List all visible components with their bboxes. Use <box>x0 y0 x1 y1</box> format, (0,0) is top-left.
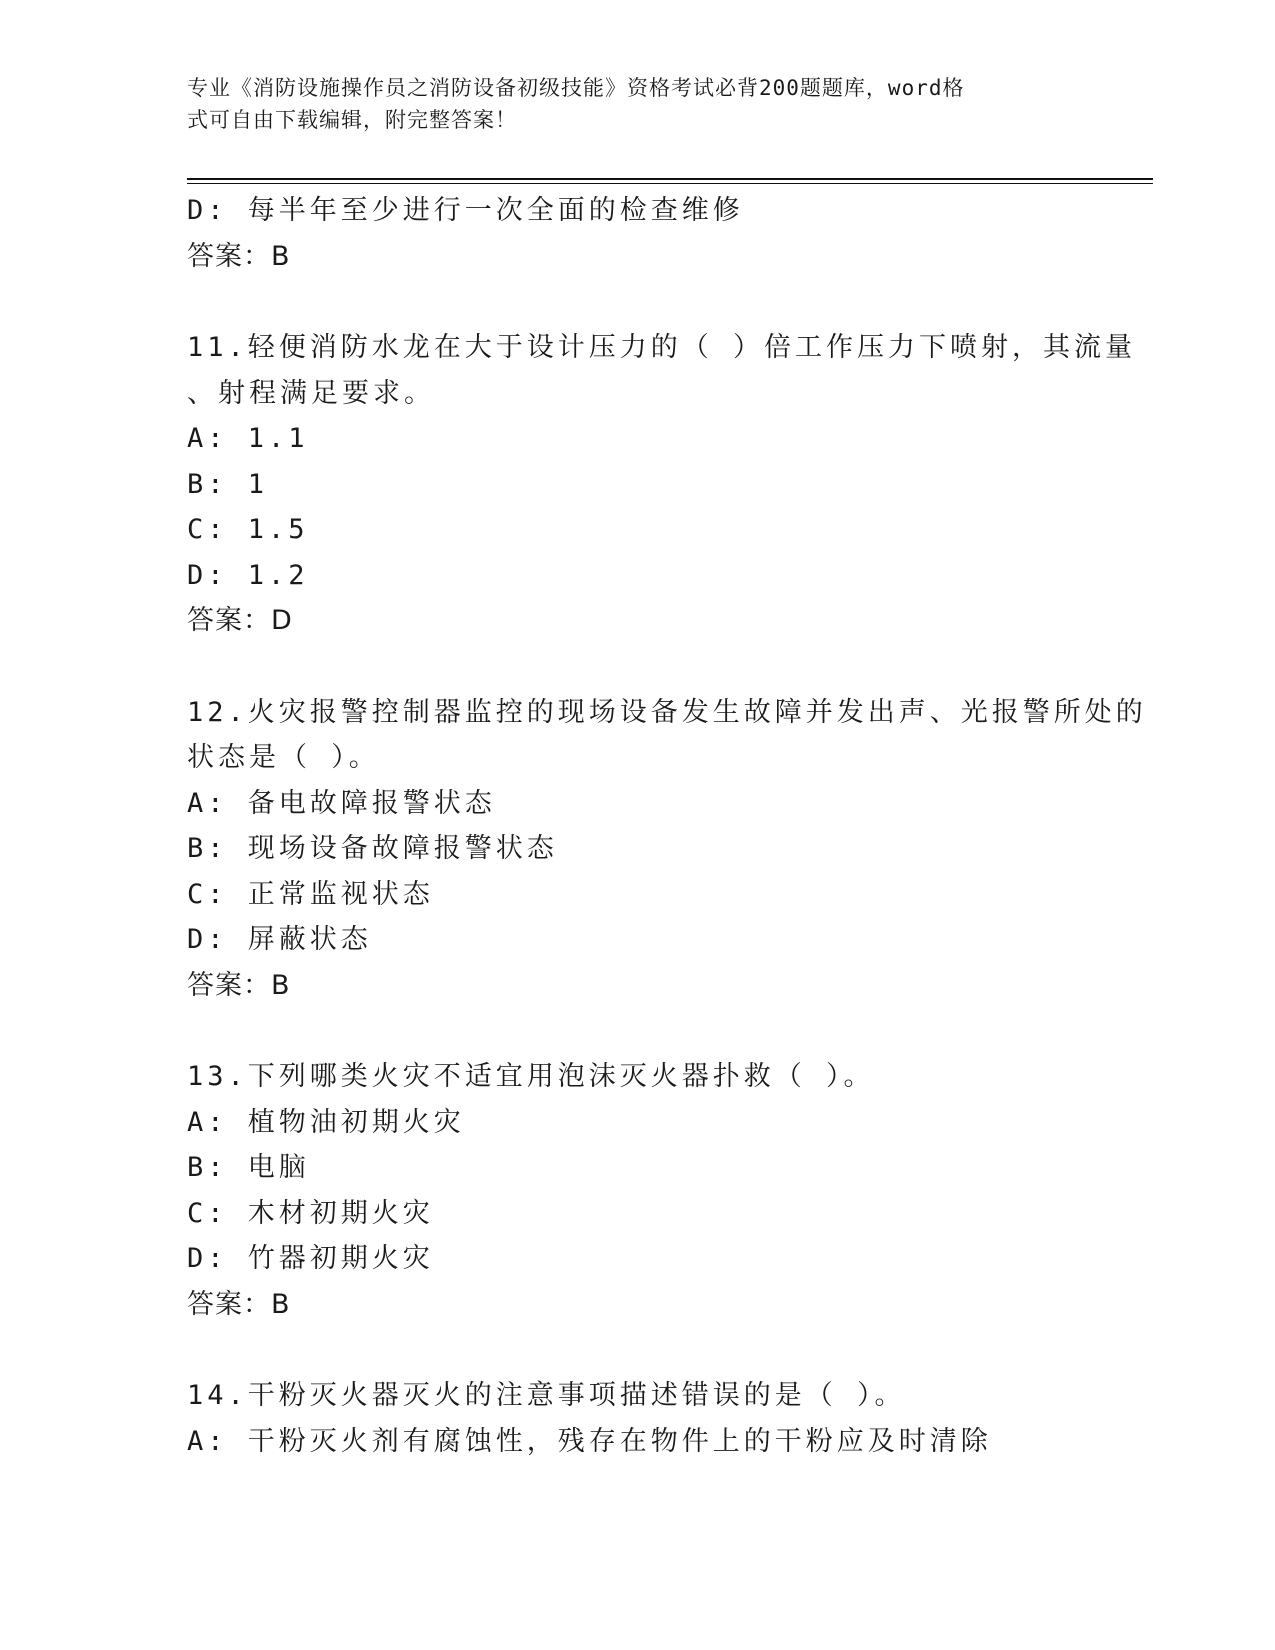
option-d: D: 1.2 <box>187 559 309 591</box>
header-line-2: 式可自由下载编辑，附完整答案！ <box>187 108 517 132</box>
answer: 答案：B <box>187 240 291 272</box>
question-stem: 11.轻便消防水龙在大于设计压力的（ ）倍工作压力下喷射，其流量 <box>187 332 1137 363</box>
option-a: A: 1.1 <box>187 423 309 454</box>
header-rule-thin <box>187 183 1153 184</box>
answer: 答案：B <box>187 1288 291 1320</box>
question-stem: 12.火灾报警控制器监控的现场设备发生故障并发出声、光报警所处的 <box>187 696 1147 728</box>
question-list <box>187 188 1147 1464</box>
option-b: B: 电脑 <box>187 1152 310 1183</box>
option-c: C: 正常监视状态 <box>187 878 434 910</box>
answer: 答案：D <box>187 605 293 636</box>
question-14 <box>187 1373 1087 1464</box>
option-c: C: 1.5 <box>187 514 309 545</box>
header-line-1: 专业《消防设施操作员之消防设备初级技能》资格考试必背200题题库，word格 <box>187 76 965 100</box>
option-b: B: 现场设备故障报警状态 <box>187 833 558 864</box>
option-c: C: 木材初期火灾 <box>187 1197 434 1229</box>
question-stem: 13.下列哪类火灾不适宜用泡沫灭火器扑救（ ）。 <box>187 1061 875 1092</box>
question-11 <box>187 325 1137 644</box>
option-d: D: 竹器初期火灾 <box>187 1243 434 1274</box>
option-a: A: 植物油初期火灾 <box>187 1106 465 1138</box>
option-a: A: 备电故障报警状态 <box>187 787 496 819</box>
option-a: A: 干粉灭火剂有腐蚀性，残存在物件上的干粉应及时清除 <box>187 1425 992 1457</box>
option-d: D: 每半年至少进行一次全面的检查维修 <box>187 195 744 226</box>
question-stem-cont: 、射程满足要求。 <box>187 377 435 409</box>
header-rule-thick <box>187 178 1153 180</box>
question-12 <box>187 690 1147 1009</box>
question-stem-cont: 状态是（ ）。 <box>187 742 380 773</box>
option-b: B: 1 <box>187 468 269 500</box>
option-d: D: 屏蔽状态 <box>187 924 372 955</box>
question-13 <box>187 1054 1087 1327</box>
answer: 答案：B <box>187 969 291 1001</box>
document-header <box>187 72 1077 136</box>
question-10-tail <box>187 188 1087 279</box>
question-stem: 14.干粉灭火器灭火的注意事项描述错误的是（ ）。 <box>187 1380 906 1411</box>
